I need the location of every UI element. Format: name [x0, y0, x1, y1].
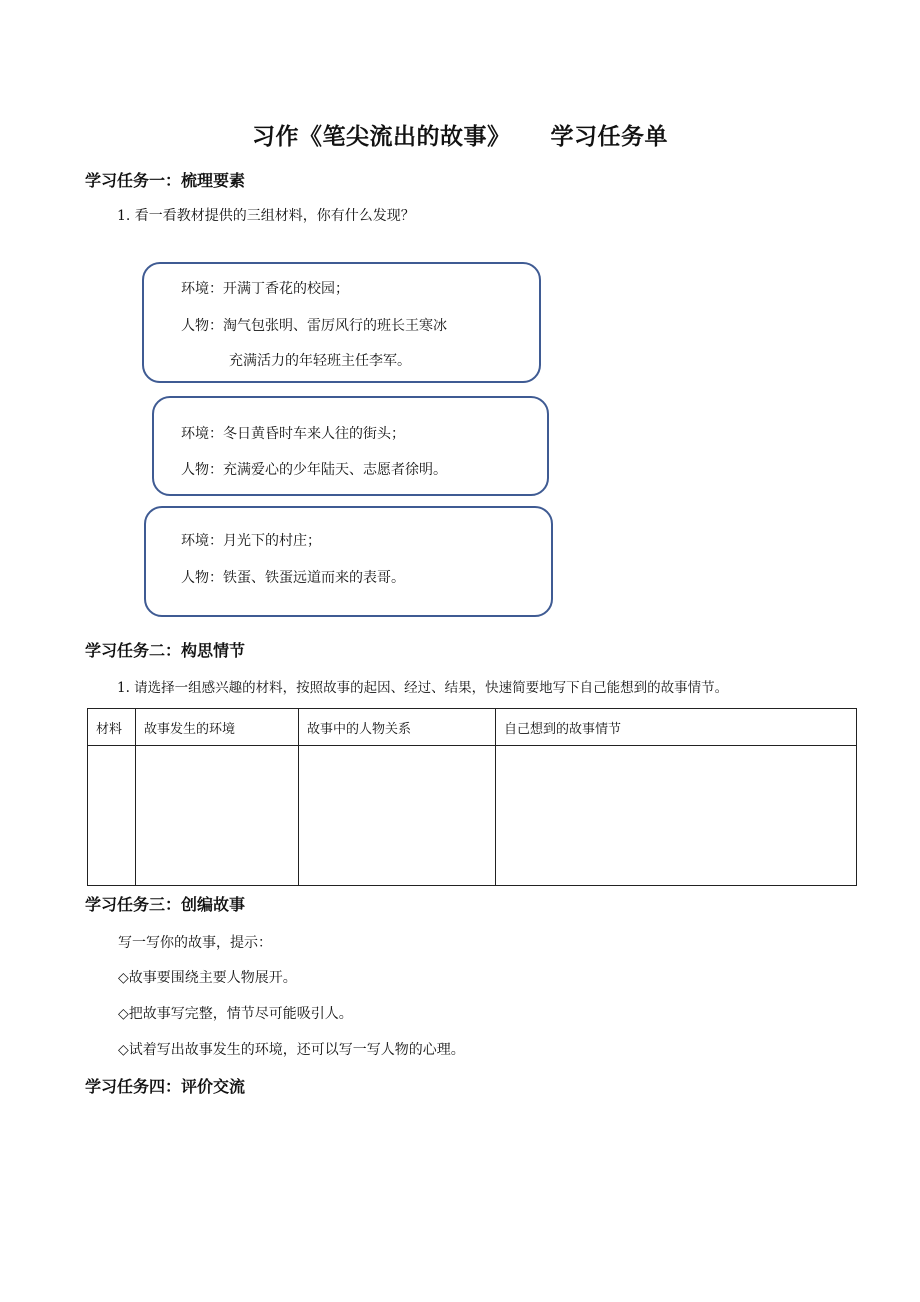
env-text: 月光下的村庄； — [223, 533, 321, 549]
people-label: 人物： — [181, 318, 223, 334]
task4-heading: 学习任务四：评价交流 — [85, 1077, 246, 1096]
people-text: 充满爱心的少年陆天、志愿者徐明。 — [223, 462, 447, 478]
title-suffix: 学习任务单 — [550, 124, 668, 150]
title-main: 习作《笔尖流出的故事》 — [252, 124, 511, 150]
cell-setting[interactable] — [136, 746, 299, 886]
cell-material[interactable] — [88, 746, 136, 886]
task1-heading: 学习任务一：梳理要素 — [85, 171, 246, 190]
people-label: 人物： — [181, 462, 223, 478]
people-text: 铁蛋、铁蛋远道而来的表哥。 — [223, 570, 405, 586]
env-text: 开满丁香花的校园； — [223, 281, 349, 297]
env-text: 冬日黄昏时车来人往的街头； — [223, 426, 405, 442]
env-label: 环境： — [181, 533, 223, 549]
material-box-3 — [144, 506, 553, 617]
story-plan-table — [87, 708, 857, 886]
task2-instruction: 1. 请选择一组感兴趣的材料，按照故事的起因、经过、结果，快速简要地写下自己能想到的故事情节。 — [117, 680, 729, 696]
material-box-1 — [142, 262, 541, 383]
cell-relationships[interactable] — [299, 746, 496, 886]
table-header-row — [88, 709, 857, 746]
tip-2: ◇把故事写完整，情节尽可能吸引人。 — [118, 1006, 353, 1022]
material-box-2 — [152, 396, 549, 496]
task3-heading: 学习任务三：创编故事 — [85, 895, 246, 914]
cell-plot[interactable] — [496, 746, 857, 886]
header-relationships: 故事中的人物关系 — [299, 709, 496, 746]
env-label: 环境： — [181, 281, 223, 297]
task3-intro: 写一写你的故事，提示： — [118, 935, 272, 951]
tip-3: ◇试着写出故事发生的环境，还可以写一写人物的心理。 — [118, 1042, 465, 1058]
page-title — [0, 118, 920, 151]
task1-question: 1. 看一看教材提供的三组材料，你有什么发现？ — [117, 208, 415, 224]
people-label: 人物： — [181, 570, 223, 586]
header-material: 材料 — [88, 709, 136, 746]
people-text: 淘气包张明、雷厉风行的班长王寒冰 — [223, 318, 447, 334]
header-setting: 故事发生的环境 — [136, 709, 299, 746]
env-label: 环境： — [181, 426, 223, 442]
task2-heading: 学习任务二：构思情节 — [85, 641, 246, 660]
people-text-continued: 充满活力的年轻班主任李军。 — [229, 353, 411, 369]
table-row — [88, 746, 857, 886]
tip-1: ◇故事要围绕主要人物展开。 — [118, 970, 297, 986]
header-plot: 自己想到的故事情节 — [496, 709, 857, 746]
